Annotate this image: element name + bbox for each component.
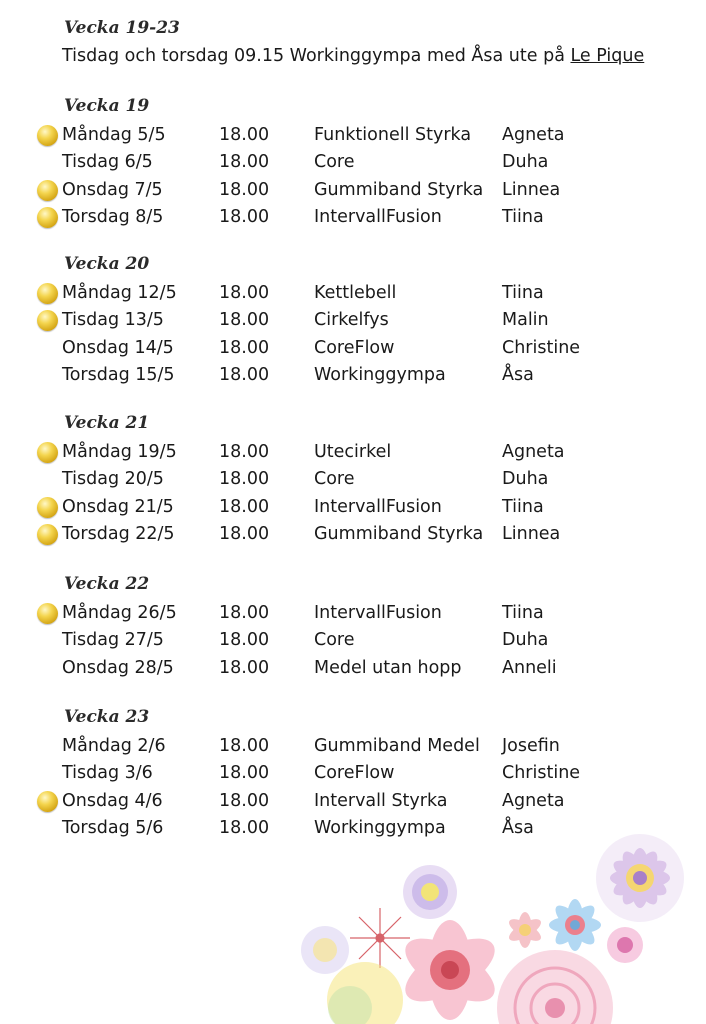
schedule-row (0, 763, 706, 790)
time-label: 18.00 (219, 603, 270, 623)
day-label: Torsdag 5/6 (62, 817, 164, 838)
intro-sentence: Tisdag och torsdag 09.15 Workinggympa med Åsa ute på (62, 46, 571, 66)
leader-label: Åsa (502, 817, 534, 838)
schedule-row (0, 603, 706, 630)
class-label: CoreFlow (314, 337, 395, 358)
schedule-row (0, 207, 706, 234)
yellow-dot-icon (37, 207, 58, 228)
leader-label: Duha (502, 152, 549, 173)
intro-heading: Vecka 19-23 (64, 18, 180, 38)
day-label: Onsdag 7/5 (62, 179, 163, 200)
flowers-illustration (290, 830, 690, 1024)
time-label: 18.00 (219, 736, 270, 756)
schedule-row (0, 791, 706, 818)
intro-text (62, 46, 644, 66)
class-label: Funktionell Styrka (314, 125, 472, 145)
time-label: 18.00 (219, 310, 270, 331)
schedule-row (0, 310, 706, 337)
time-label: 18.00 (219, 763, 270, 784)
day-label: Tisdag 3/6 (62, 763, 153, 784)
leader-label: Tiina (502, 206, 544, 227)
time-label: 18.00 (219, 469, 270, 490)
leader-label: Tiina (502, 496, 544, 517)
class-label: Cirkelfys (314, 310, 389, 331)
class-label: Core (314, 630, 355, 651)
leader-label: Linnea (502, 523, 561, 544)
schedule-row (0, 524, 706, 551)
week-heading: Vecka 22 (64, 574, 150, 594)
class-label: Gummiband Medel (314, 736, 480, 756)
class-label: IntervallFusion (314, 496, 442, 517)
leader-label: Christine (502, 763, 581, 784)
week-heading: Vecka 23 (64, 707, 150, 727)
intro-link[interactable]: Le Pique (570, 46, 645, 66)
schedule-row (0, 283, 706, 310)
class-label: Kettlebell (314, 283, 397, 303)
class-label: Utecirkel (314, 442, 392, 462)
yellow-dot-icon (37, 442, 58, 463)
leader-label: Duha (502, 469, 549, 490)
week-heading: Vecka 20 (64, 254, 150, 274)
time-label: 18.00 (219, 657, 270, 678)
schedule-row (0, 125, 706, 152)
time-label: 18.00 (219, 817, 270, 838)
class-label: Workinggympa (314, 364, 446, 385)
day-label: Onsdag 14/5 (62, 337, 174, 358)
yellow-dot-icon (37, 180, 58, 201)
yellow-dot-icon (37, 524, 58, 545)
day-label: Måndag 12/5 (62, 283, 177, 303)
time-label: 18.00 (219, 283, 270, 303)
schedule-row (0, 630, 706, 657)
schedule-row (0, 658, 706, 685)
schedule-row (0, 365, 706, 392)
time-label: 18.00 (219, 630, 270, 651)
day-label: Tisdag 6/5 (62, 152, 153, 173)
class-label: Intervall Styrka (314, 790, 448, 811)
time-label: 18.00 (219, 152, 270, 173)
day-label: Tisdag 13/5 (62, 310, 164, 331)
day-label: Onsdag 28/5 (62, 657, 174, 678)
day-label: Måndag 19/5 (62, 442, 177, 462)
leader-label: Tiina (502, 283, 544, 303)
yellow-dot-icon (37, 125, 58, 146)
schedule-row (0, 736, 706, 763)
leader-label: Christine (502, 337, 581, 358)
leader-label: Duha (502, 630, 549, 651)
leader-label: Agneta (502, 442, 565, 462)
class-label: CoreFlow (314, 763, 395, 784)
time-label: 18.00 (219, 364, 270, 385)
week-heading: Vecka 19 (64, 96, 150, 116)
schedule-row (0, 442, 706, 469)
time-label: 18.00 (219, 442, 270, 462)
yellow-dot-icon (37, 497, 58, 518)
class-label: Workinggympa (314, 817, 446, 838)
day-label: Måndag 5/5 (62, 125, 166, 145)
schedule-row (0, 497, 706, 524)
yellow-dot-icon (37, 283, 58, 304)
leader-label: Anneli (502, 657, 557, 678)
class-label: Core (314, 469, 355, 490)
schedule-row (0, 180, 706, 207)
schedule-row (0, 469, 706, 496)
class-label: IntervallFusion (314, 206, 442, 227)
class-label: Core (314, 152, 355, 173)
leader-label: Linnea (502, 179, 561, 200)
week-heading: Vecka 21 (64, 413, 150, 433)
leader-label: Tiina (502, 603, 544, 623)
time-label: 18.00 (219, 179, 270, 200)
day-label: Torsdag 15/5 (62, 364, 175, 385)
leader-label: Agneta (502, 125, 565, 145)
class-label: Gummiband Styrka (314, 179, 484, 200)
leader-label: Josefin (502, 736, 560, 756)
leader-label: Malin (502, 310, 549, 331)
day-label: Tisdag 20/5 (62, 469, 164, 490)
yellow-dot-icon (37, 310, 58, 331)
class-label: Gummiband Styrka (314, 523, 484, 544)
day-label: Tisdag 27/5 (62, 630, 164, 651)
yellow-dot-icon (37, 603, 58, 624)
class-label: IntervallFusion (314, 603, 442, 623)
time-label: 18.00 (219, 496, 270, 517)
time-label: 18.00 (219, 125, 270, 145)
day-label: Onsdag 4/6 (62, 790, 163, 811)
leader-label: Åsa (502, 364, 534, 385)
day-label: Torsdag 8/5 (62, 206, 164, 227)
day-label: Måndag 2/6 (62, 736, 166, 756)
time-label: 18.00 (219, 523, 270, 544)
time-label: 18.00 (219, 337, 270, 358)
day-label: Onsdag 21/5 (62, 496, 174, 517)
time-label: 18.00 (219, 790, 270, 811)
day-label: Måndag 26/5 (62, 603, 177, 623)
schedule-row (0, 338, 706, 365)
yellow-dot-icon (37, 791, 58, 812)
class-label: Medel utan hopp (314, 657, 462, 678)
day-label: Torsdag 22/5 (62, 523, 175, 544)
schedule-row (0, 152, 706, 179)
time-label: 18.00 (219, 206, 270, 227)
leader-label: Agneta (502, 790, 565, 811)
